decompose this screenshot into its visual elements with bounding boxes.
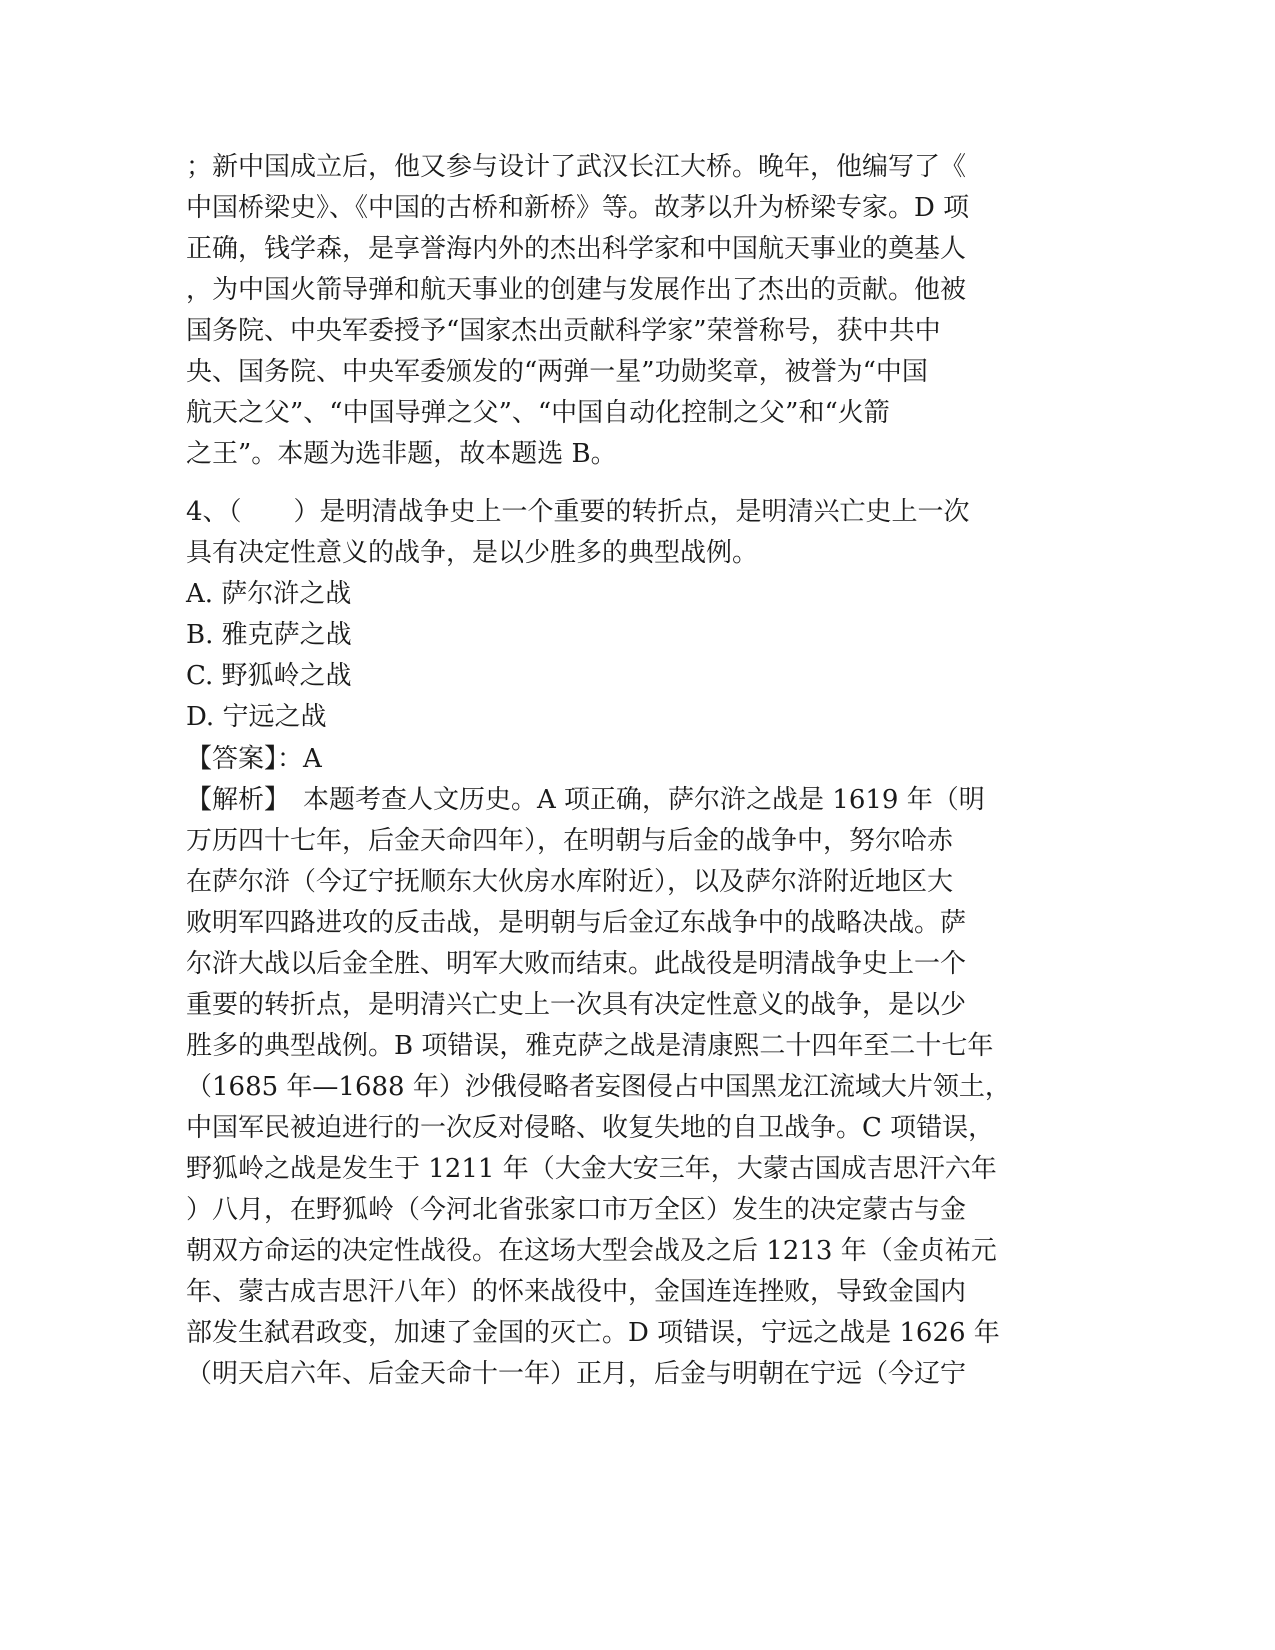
text-line: 中国桥梁史》、《中国的古桥和新桥》等。故茅以升为桥梁专家。D 项 [186,193,970,223]
text-line: ；新中国成立后，他又参与设计了武汉长江大桥。晚年，他编写了《 [186,152,967,182]
analysis-line: 重要的转折点，是明清兴亡史上一次具有决定性意义的战争，是以少 [186,990,967,1020]
analysis-line: 在萨尔浒（今辽宁抚顺东大伙房水库附近），以及萨尔浒附近地区大 [186,867,954,897]
analysis-line: 部发生弑君政变，加速了金国的灭亡。D 项错误，宁远之战是 1626 年 [186,1318,1000,1348]
answer-line: 【答案】：A [186,744,322,774]
analysis-line: ）八月，在野狐岭（今河北省张家口市万全区）发生的决定蒙古与金 [186,1195,967,1225]
text-line: 央、国务院、中央军委颁发的“两弹一星”功勋奖章，被誉为“中国 [186,357,928,387]
text-line: ，为中国火箭导弹和航天事业的创建与发展作出了杰出的贡献。他被 [186,275,967,305]
option-c: C. 野狐岭之战 [186,661,352,691]
option-b: B. 雅克萨之战 [186,620,352,650]
analysis-line: 年、蒙古成吉思汗八年）的怀来战役中，金国连连挫败，导致金国内 [186,1277,967,1307]
analysis-line: （1685 年—1688 年）沙俄侵略者妄图侵占中国黑龙江流域大片领土， [186,1072,1011,1102]
analysis-line: 朝双方命运的决定性战役。在这场大型会战及之后 1213 年（金贞祐元 [186,1236,997,1266]
analysis-line: （明天启六年、后金天命十一年）正月，后金与明朝在宁远（今辽宁 [186,1359,967,1389]
analysis-line: 尔浒大战以后金全胜、明军大败而结束。此战役是明清战争史上一个 [186,949,967,979]
analysis-line: 中国军民被迫进行的一次反对侵略、收复失地的自卫战争。C 项错误， [186,1113,995,1143]
text-line: 正确，钱学森，是享誉海内外的杰出科学家和中国航天事业的奠基人 [186,234,967,264]
question-stem: 4、（ ）是明清战争史上一个重要的转折点，是明清兴亡史上一次 [186,497,970,527]
analysis-line: 败明军四路进攻的反击战，是明朝与后金辽东战争中的战略决战。萨 [186,908,967,938]
text-line: 之王”。本题为选非题，故本题选 B。 [186,439,617,469]
text-line: 航天之父”、“中国导弹之父”、“中国自动化控制之父”和“火箭 [186,398,890,428]
option-d: D. 宁远之战 [186,702,327,732]
analysis-line: 胜多的典型战例。B 项错误，雅克萨之战是清康熙二十四年至二十七年 [186,1031,994,1061]
option-a: A. 萨尔浒之战 [186,579,352,609]
analysis-line: 野狐岭之战是发生于 1211 年（大金大安三年，大蒙古国成吉思汗六年 [186,1154,997,1184]
analysis-line: 万历四十七年，后金天命四年），在明朝与后金的战争中，努尔哈赤 [186,826,954,856]
text-line: 国务院、中央军委授予“国家杰出贡献科学家”荣誉称号，获中共中 [186,316,941,346]
analysis-line: 【解析】 本题考查人文历史。A 项正确，萨尔浒之战是 1619 年（明 [186,785,985,815]
question-stem: 具有决定性意义的战争，是以少胜多的典型战例。 [186,538,759,568]
